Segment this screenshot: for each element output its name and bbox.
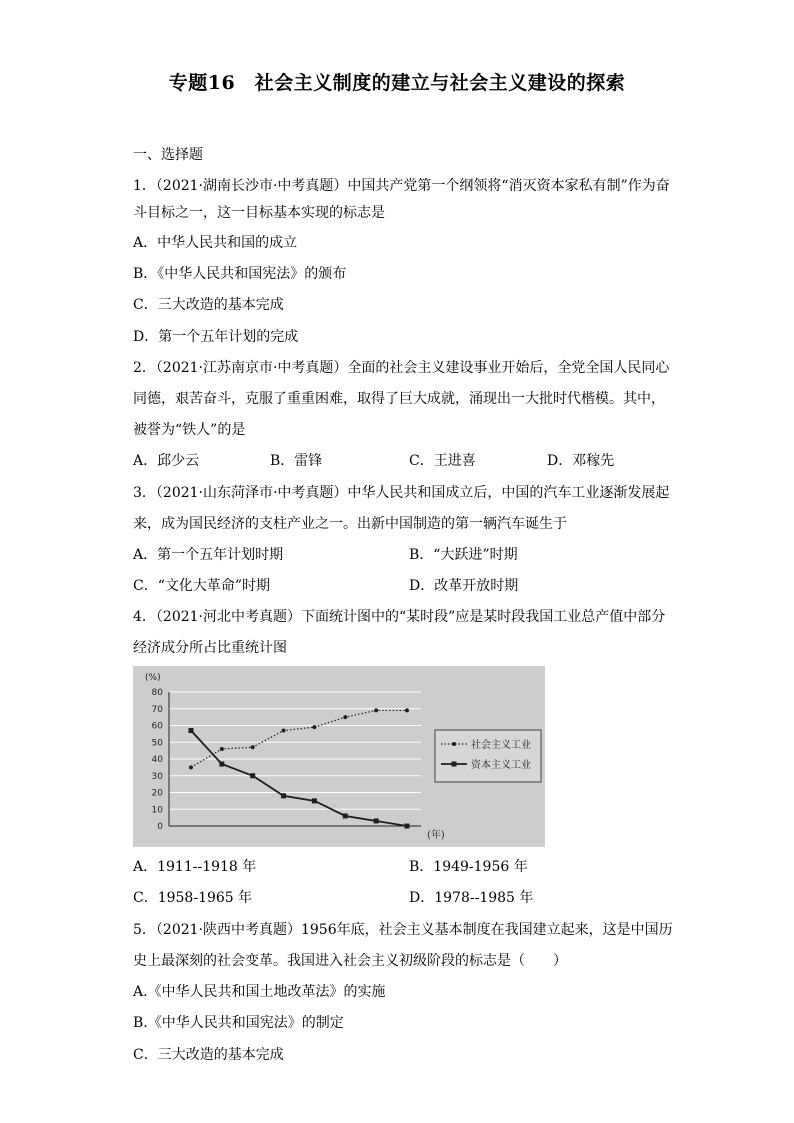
q3-option-d[interactable]: D．改革开放时期 (409, 578, 519, 594)
chart-svg (133, 666, 545, 847)
q3-options-row-2 (133, 577, 653, 595)
q4-option-b[interactable]: B．1949-1956 年 (409, 859, 528, 875)
q3-options-row-1 (133, 546, 653, 564)
x-axis-label: (年) (427, 830, 445, 841)
legend-marker-capitalist (452, 762, 457, 767)
q4-options-row-2 (133, 889, 653, 907)
data-point-socialist (312, 725, 316, 729)
legend-label-socialist: 社会主义工业 (471, 740, 531, 751)
q2-stem-line-1: 2．（2021·江苏南京市·中考真题）全面的社会主义建设事业开始后，全党全国人民同心 (133, 360, 670, 376)
q3-option-c[interactable]: C．“文化大革命”时期 (133, 578, 271, 594)
data-point-capitalist (374, 818, 379, 823)
q2-option-d[interactable]: D．邓稼先 (547, 453, 615, 469)
data-point-capitalist (250, 773, 255, 778)
data-point-capitalist (219, 762, 224, 767)
q2-stem-line-3: 被誉为“铁人”的是 (133, 422, 246, 438)
data-point-capitalist (343, 813, 348, 818)
q1-stem-line-1: 1．（2021·湖南长沙市·中考真题）中国共产党第一个纲领将“消灭资本家私有制”作为奋 (133, 178, 670, 194)
data-point-socialist (189, 765, 193, 769)
data-point-capitalist (189, 728, 194, 733)
data-point-socialist (405, 708, 409, 712)
q4-option-a[interactable]: A．1911--1918 年 (133, 859, 257, 875)
y-tick-label: 20 (151, 788, 163, 799)
q3-stem-line-1: 3．（2021·山东菏泽市·中考真题）中华人民共和国成立后，中国的汽车工业逐渐发展起 (133, 485, 670, 501)
y-tick-label: 40 (151, 755, 163, 765)
q2-option-b[interactable]: B．雷锋 (270, 453, 323, 469)
y-tick-label: 80 (151, 688, 163, 698)
legend-marker-socialist (452, 742, 456, 746)
data-point-socialist (343, 715, 347, 719)
q3-stem-line-2: 来，成为国民经济的支柱产业之一。出新中国制造的第一辆汽车诞生于 (133, 516, 567, 532)
legend-label-capitalist: 资本主义工业 (471, 760, 531, 771)
industry-share-chart (133, 666, 545, 847)
q3-option-b[interactable]: B．“大跃进”时期 (409, 547, 518, 563)
data-point-socialist (251, 745, 255, 749)
y-tick-label: 30 (151, 771, 163, 782)
q5-stem-line-1: 5．（2021·陕西中考真题）1956年底，社会主义基本制度在我国建立起来，这是中国历 (133, 922, 673, 938)
data-point-socialist (282, 729, 286, 733)
q5-stem-line-2: 史上最深刻的社会变革。我国进入社会主义初级阶段的标志是（ ） (133, 953, 567, 969)
q4-stem-line-1: 4．（2021·河北中考真题）下面统计图中的“某时段”应是某时段我国工业总产值中部分 (133, 609, 666, 625)
q2-stem-line-2: 同德，艰苦奋斗，克服了重重困难，取得了巨大成就，涌现出一大批时代楷模。其中， (133, 391, 665, 407)
y-tick-labels (152, 688, 164, 832)
section-heading: 一、选择题 (133, 147, 203, 163)
q4-options-row-1 (133, 858, 653, 876)
data-point-socialist (374, 708, 378, 712)
series-line-capitalist (191, 731, 407, 826)
q1-option-a[interactable]: A．中华人民共和国的成立 (133, 235, 298, 251)
chart-legend (435, 730, 541, 782)
q1-stem-line-2: 斗目标之一，这一目标基本实现的标志是 (133, 205, 385, 221)
y-tick-label: 0 (157, 822, 163, 832)
page-title: 专题16 社会主义制度的建立与社会主义建设的探索 (168, 72, 626, 94)
chart-grid (169, 692, 421, 809)
q4-option-d[interactable]: D．1978--1985 年 (409, 890, 534, 906)
y-tick-label: 10 (151, 805, 163, 816)
data-point-capitalist (281, 793, 286, 798)
y-axis-label: (%) (145, 673, 161, 683)
data-point-capitalist (312, 798, 317, 803)
q1-option-b[interactable]: B．《中华人民共和国宪法》的颁布 (133, 266, 347, 282)
q5-option-c[interactable]: C．三大改造的基本完成 (133, 1047, 284, 1063)
q4-stem-line-2: 经济成分所占比重统计图 (133, 640, 287, 656)
q4-option-c[interactable]: C．1958-1965 年 (133, 890, 253, 906)
y-tick-label: 70 (151, 704, 163, 715)
q5-option-a[interactable]: A.《中华人民共和国土地改革法》的实施 (133, 984, 386, 1000)
q2-option-c[interactable]: C．王进喜 (409, 453, 476, 469)
q2-options (133, 452, 653, 470)
y-tick-label: 50 (151, 738, 163, 749)
q5-option-b[interactable]: B.《中华人民共和国宪法》的制定 (133, 1015, 344, 1031)
chart-series (189, 708, 410, 828)
data-point-capitalist (405, 824, 410, 829)
q2-option-a[interactable]: A．邱少云 (133, 453, 200, 469)
data-point-socialist (220, 747, 224, 751)
y-tick-label: 60 (151, 721, 163, 732)
q3-option-a[interactable]: A．第一个五年计划时期 (133, 547, 284, 563)
q1-option-d[interactable]: D．第一个五年计划的完成 (133, 329, 299, 345)
q1-option-c[interactable]: C．三大改造的基本完成 (133, 297, 284, 313)
legend-box (435, 730, 541, 782)
